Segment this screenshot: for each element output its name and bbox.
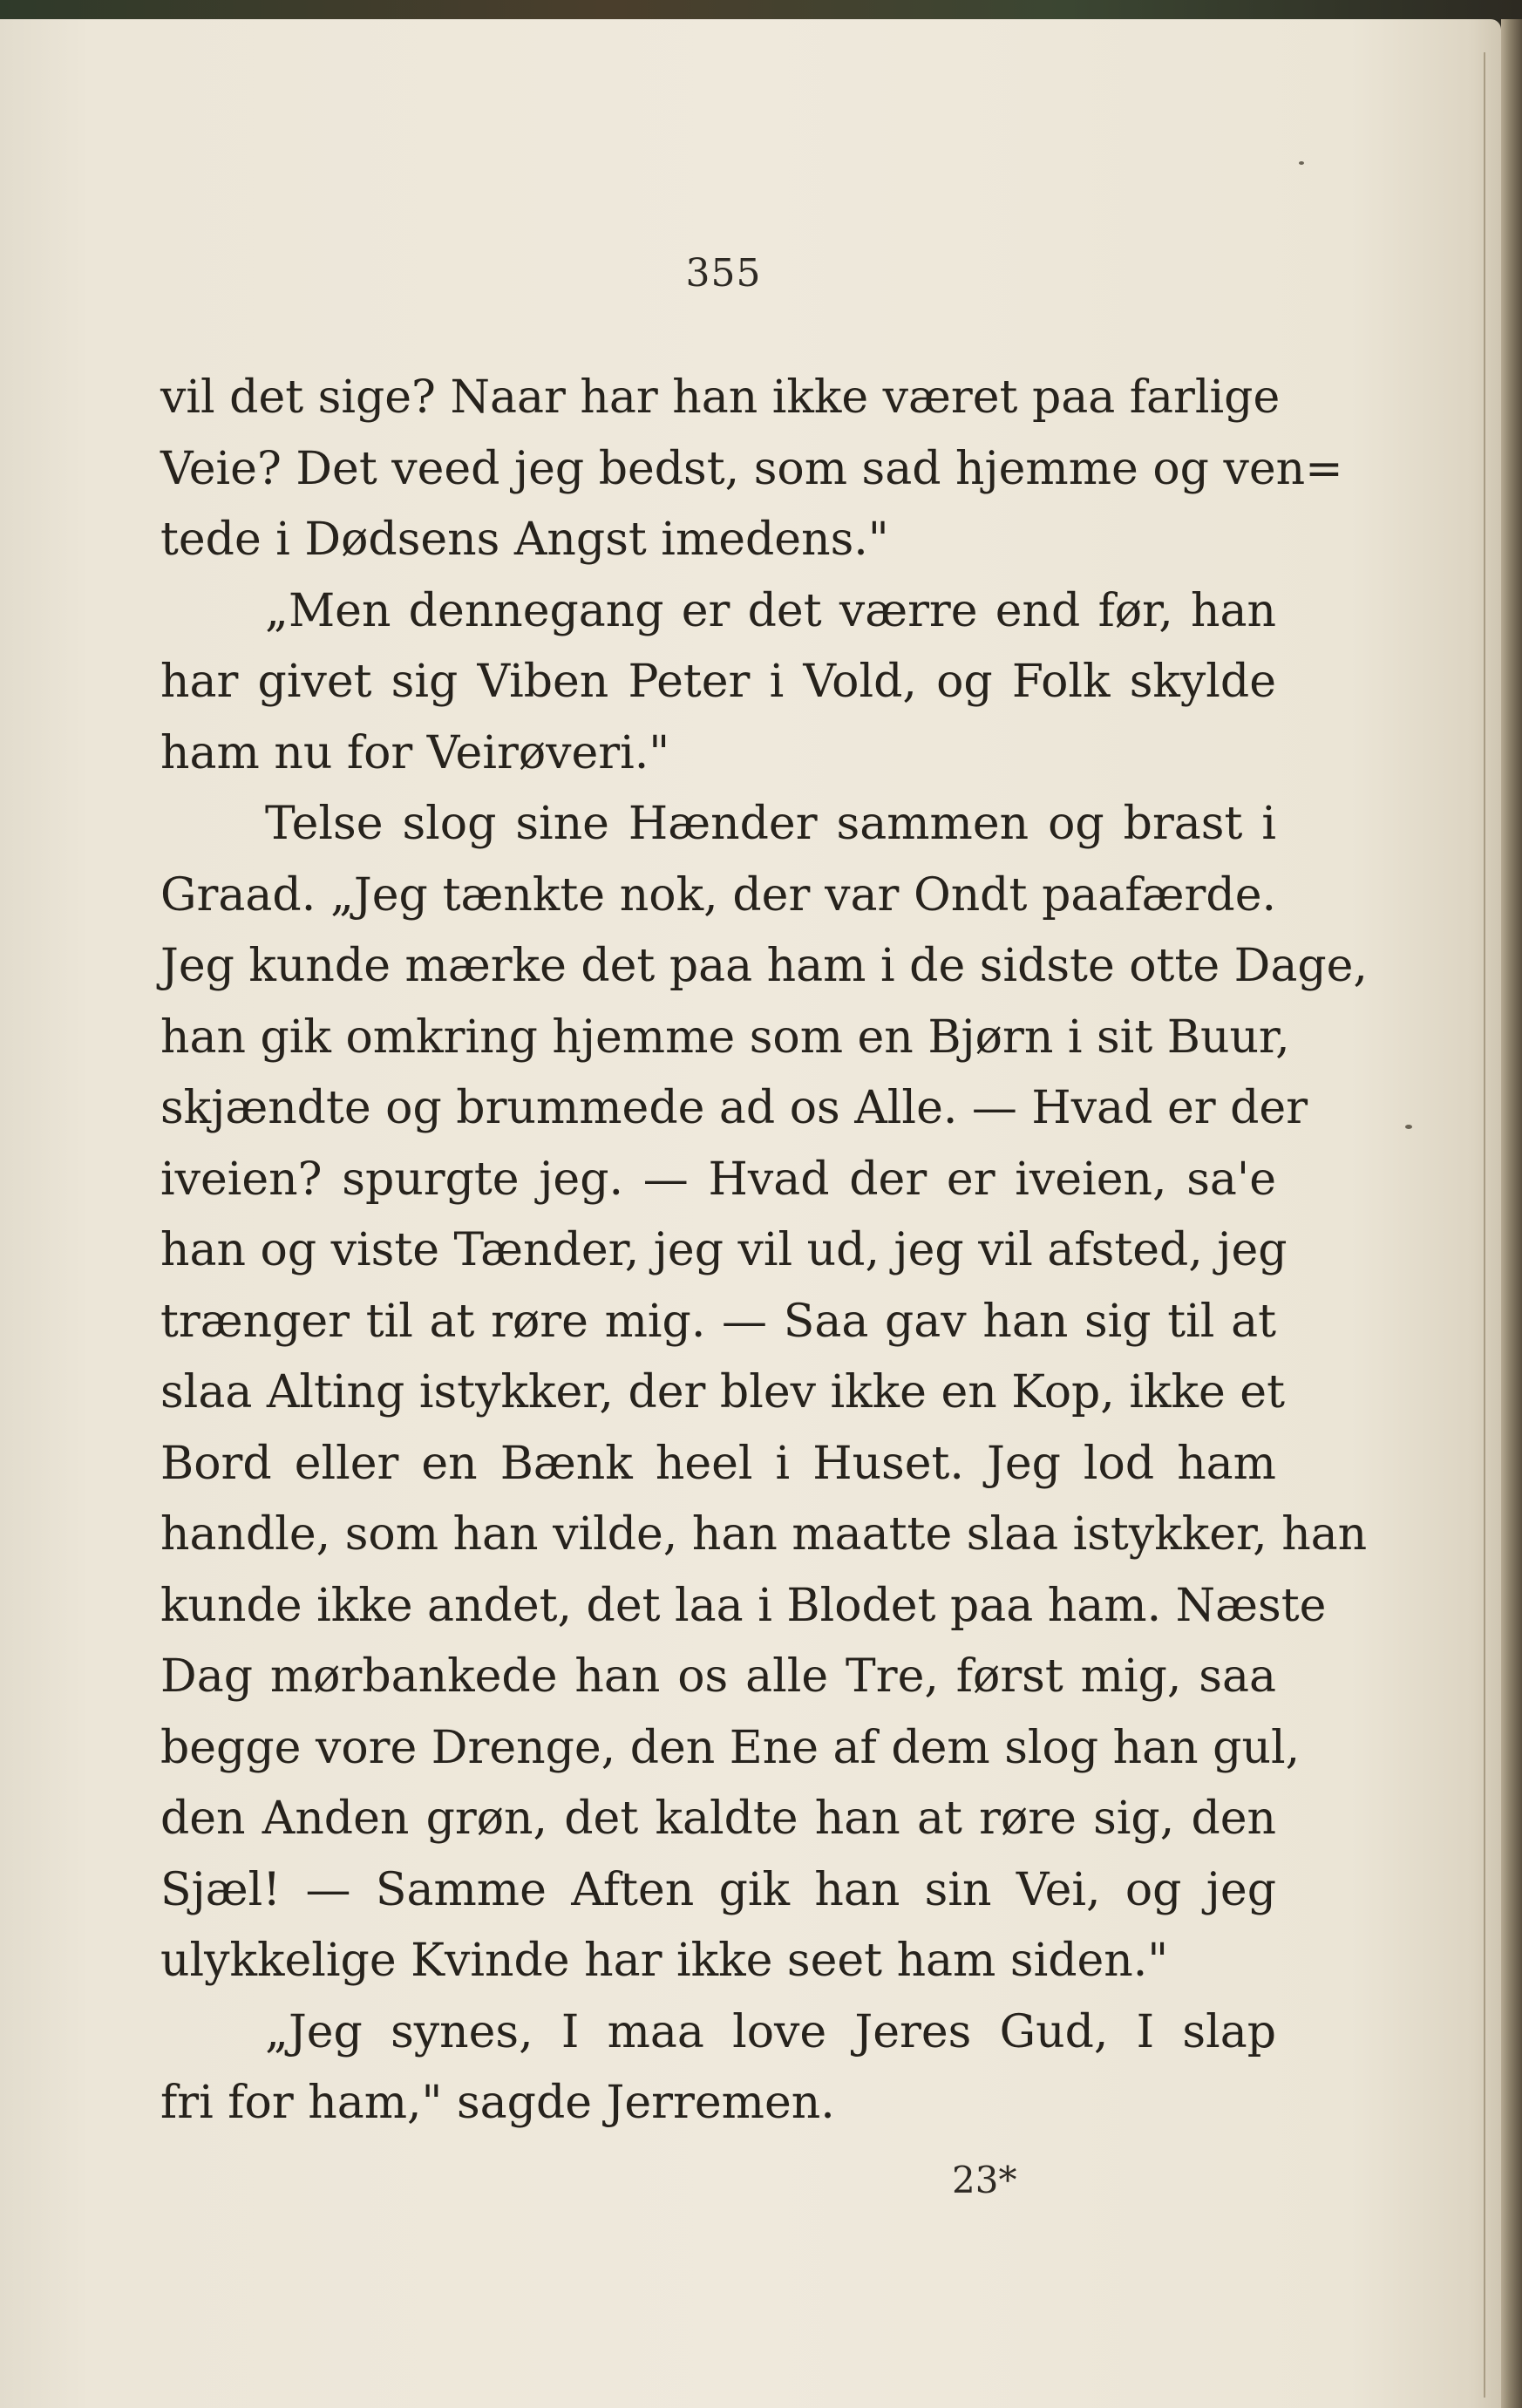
paper-speck	[1299, 161, 1304, 165]
text-line: „Jeg synes, I maa love Jeres Gud, I slap	[265, 2005, 1276, 2058]
text-line: tede i Dødsens Angst imedens."	[160, 514, 889, 566]
text-line: skjændte og brummede ad os Alle. — Hvad er der	[160, 1082, 1308, 1134]
text-line: handle, som han vilde, han maatte slaa istykker, han	[160, 1508, 1368, 1561]
text-line: ham nu for Veirøveri."	[160, 726, 670, 779]
page-edge-line	[1484, 52, 1485, 2398]
text-line: fri for ham," sagde Jerremen.	[160, 2077, 835, 2129]
text-line: vil det sige? Naar har han ikke været paa farlige	[160, 371, 1281, 424]
text-line: ulykkelige Kvinde har ikke seet ham siden."	[160, 1935, 1169, 1987]
text-line: har givet sig Viben Peter i Vold, og Folk skylde	[160, 656, 1276, 708]
text-line: begge vore Drenge, den Ene af dem slog han gul,	[160, 1721, 1301, 1774]
text-line: han gik omkring hjemme som en Bjørn i sit Buur,	[160, 1010, 1290, 1064]
text-line: trænger til at røre mig. — Saa gav han sig til at	[160, 1295, 1276, 1348]
text-line: Jeg kunde mærke det paa ham i de sidste otte Dage,	[160, 940, 1368, 992]
text-line: Graad. „Jeg tænkte nok, der var Ondt paafærde.	[160, 868, 1276, 922]
text-line: „Men dennegang er det værre end før, han	[265, 584, 1276, 637]
text-line: Dag mørbankede han os alle Tre, først mig, saa	[160, 1650, 1276, 1703]
signature-mark: 23*	[952, 2159, 1017, 2201]
text-line: den Anden grøn, det kaldte han at røre sig, den	[160, 1792, 1276, 1845]
text-line: Telse slog sine Hænder sammen og brast i	[265, 798, 1276, 850]
text-line: Sjæl! — Samme Aften gik han sin Vei, og jeg	[160, 1863, 1276, 1916]
text-line: kunde ikke andet, det laa i Blodet paa ham. Næste	[160, 1579, 1327, 1632]
page-edge-shadow	[1501, 19, 1522, 2408]
text-line: slaa Alting istykker, der blev ikke en Kop, ikke et	[160, 1366, 1285, 1418]
page-number: 355	[685, 251, 762, 296]
text-line: Veie? Det veed jeg bedst, som sad hjemme og ven=	[160, 442, 1343, 495]
text-line: Bord eller en Bænk heel i Huset. Jeg lod ham	[160, 1437, 1276, 1490]
text-line: iveien? spurgte jeg. — Hvad der er iveien, sa'e	[160, 1153, 1276, 1206]
paper-speck	[1405, 1125, 1412, 1129]
body-text	[160, 363, 1368, 2139]
text-line: han og viste Tænder, jeg vil ud, jeg vil afsted, jeg	[160, 1224, 1288, 1276]
